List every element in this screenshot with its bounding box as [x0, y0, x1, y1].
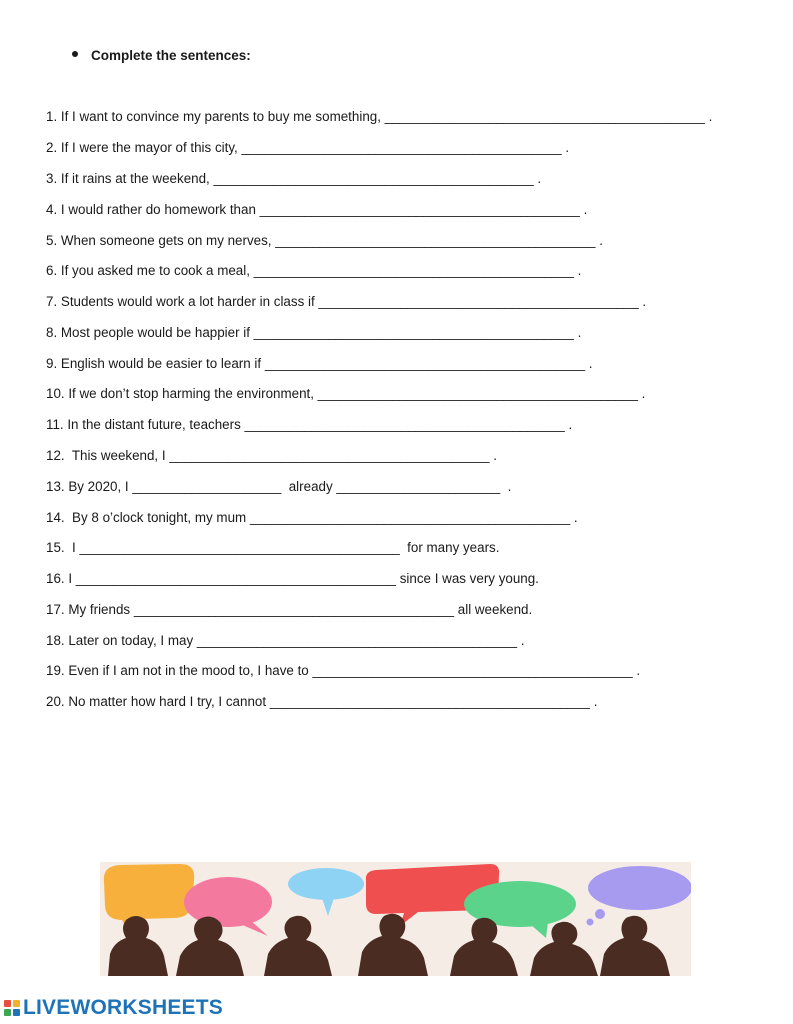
purple-bubble-icon — [588, 866, 691, 910]
people-silhouettes — [108, 914, 670, 976]
speech-bubbles-illustration — [100, 862, 691, 976]
sentence-17[interactable]: 17. My friends ___________________________________________ all weekend. — [46, 602, 533, 617]
logo-square-3 — [4, 1009, 11, 1016]
person-silhouette-7 — [600, 916, 670, 976]
purple-bubble-dot-2 — [587, 919, 594, 926]
logo-square-4 — [13, 1009, 20, 1016]
person-silhouette-1 — [108, 916, 168, 976]
sentence-18[interactable]: 18. Later on today, I may ___________________________________________ . — [46, 633, 525, 648]
sentence-7[interactable]: 7. Students would work a lot harder in class if ___________________________________________ . — [46, 294, 647, 309]
sentence-9[interactable]: 9. English would be easier to learn if ___________________________________________ . — [46, 356, 593, 371]
orange-bubble-icon — [104, 864, 194, 934]
liveworksheets-footer[interactable] — [4, 996, 223, 1020]
bullet-icon — [72, 51, 78, 57]
sentence-4[interactable]: 4. I would rather do homework than ___________________________________________ . — [46, 202, 588, 217]
sentence-1[interactable]: 1. If I want to convince my parents to buy me something, ___________________________________________ . — [46, 109, 713, 124]
sentence-20[interactable]: 20. No matter how hard I try, I cannot ___________________________________________ . — [46, 694, 598, 709]
sentence-2[interactable]: 2. If I were the mayor of this city, ___________________________________________ . — [46, 140, 570, 155]
sentence-10[interactable]: 10. If we don’t stop harming the environment, ___________________________________________ . — [46, 386, 646, 401]
blue-bubble-tail — [322, 898, 334, 916]
person-silhouette-5 — [450, 918, 518, 976]
sentence-11[interactable]: 11. In the distant future, teachers ___________________________________________ . — [46, 417, 573, 432]
green-bubble-tail — [530, 922, 548, 938]
sentence-6[interactable]: 6. If you asked me to cook a meal, ___________________________________________ . — [46, 263, 582, 278]
logo-square-2 — [13, 1000, 20, 1007]
purple-bubble-dot-1 — [595, 909, 605, 919]
sentence-12[interactable]: 12. This weekend, I ___________________________________________ . — [46, 448, 497, 463]
worksheet-heading — [72, 48, 251, 63]
sentence-14[interactable]: 14. By 8 o’clock tonight, my mum ___________________________________________ . — [46, 510, 578, 525]
person-silhouette-3 — [264, 916, 332, 976]
logo-square-1 — [4, 1000, 11, 1007]
sentence-16[interactable]: 16. I ___________________________________________ since I was very young. — [46, 571, 539, 586]
sentence-8[interactable]: 8. Most people would be happier if ___________________________________________ . — [46, 325, 582, 340]
pink-bubble-tail — [240, 920, 268, 936]
speech-bubbles-svg — [100, 862, 691, 976]
heading-text: Complete the sentences: — [91, 48, 251, 63]
sentence-3[interactable]: 3. If it rains at the weekend, ___________________________________________ . — [46, 171, 542, 186]
person-silhouette-4 — [358, 914, 428, 976]
brand-name: LIVEWORKSHEETS — [23, 996, 223, 1019]
sentence-15[interactable]: 15. I ___________________________________________ for many years. — [46, 540, 500, 555]
blue-bubble-icon — [288, 868, 364, 900]
sentence-5[interactable]: 5. When someone gets on my nerves, ___________________________________________ . — [46, 233, 603, 248]
pink-bubble-icon — [184, 877, 272, 927]
liveworksheets-logo-icon — [4, 1000, 20, 1016]
sentence-19[interactable]: 19. Even if I am not in the mood to, I have to ___________________________________________ . — [46, 663, 641, 678]
sentence-13[interactable]: 13. By 2020, I ____________________ already ______________________ . — [46, 479, 512, 494]
